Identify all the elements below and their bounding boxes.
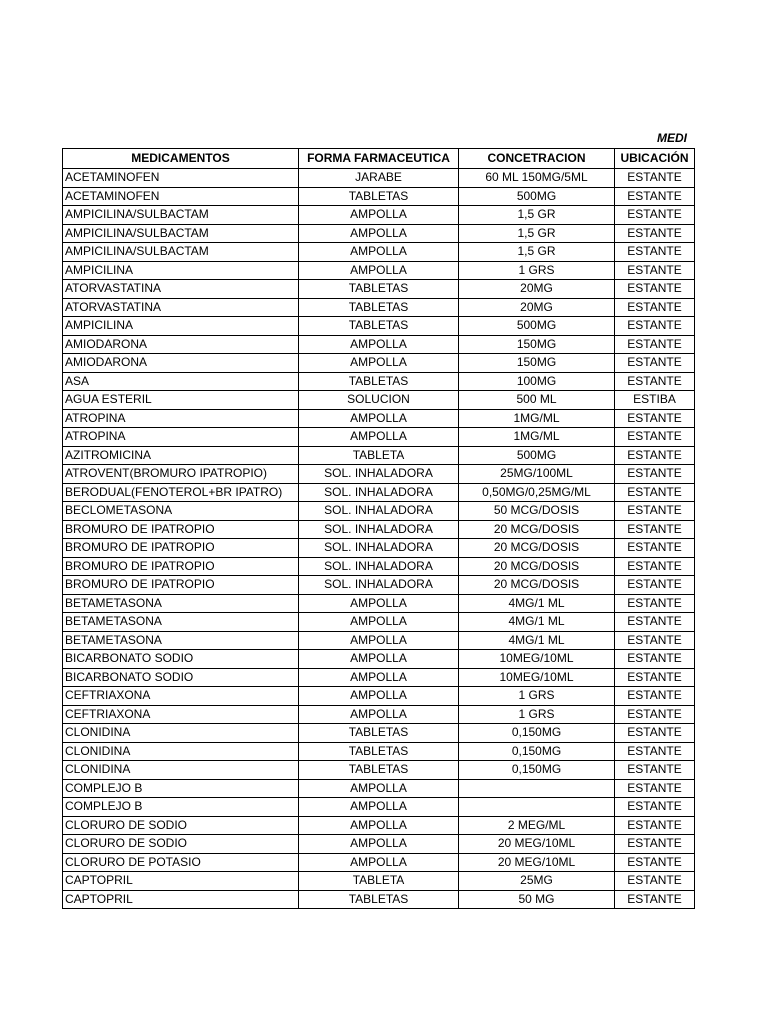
table-row — [63, 187, 695, 206]
cell-concentracion[interactable]: 0,150MG — [459, 761, 615, 780]
cell-ubicacion[interactable]: ESTANTE — [615, 724, 695, 743]
cell-ubicacion[interactable]: ESTANTE — [615, 687, 695, 706]
table-row — [63, 354, 695, 373]
cell-ubicacion[interactable]: ESTANTE — [615, 224, 695, 243]
cell-concentracion[interactable]: 60 ML 150MG/5ML — [459, 169, 615, 188]
cell-ubicacion[interactable]: ESTANTE — [615, 798, 695, 817]
cell-forma-farmaceutica[interactable]: TABLETA — [299, 446, 459, 465]
header-forma-farmaceutica: FORMA FARMACEUTICA — [299, 149, 459, 169]
cell-medicamento[interactable]: CEFTRIAXONA — [63, 705, 299, 724]
cell-medicamento[interactable]: AMPICILINA — [63, 261, 299, 280]
cell-ubicacion[interactable]: ESTANTE — [615, 742, 695, 761]
cell-concentracion[interactable]: 10MEG/10ML — [459, 650, 615, 669]
table-row — [63, 280, 695, 299]
cell-concentracion[interactable]: 0,50MG/0,25MG/ML — [459, 483, 615, 502]
cell-concentracion[interactable]: 1 GRS — [459, 705, 615, 724]
cell-concentracion[interactable]: 20 MCG/DOSIS — [459, 576, 615, 595]
table-row — [63, 705, 695, 724]
cell-ubicacion[interactable]: ESTANTE — [615, 539, 695, 558]
cell-concentracion[interactable] — [459, 798, 615, 817]
cell-medicamento[interactable]: AZITROMICINA — [63, 446, 299, 465]
cell-concentracion[interactable]: 150MG — [459, 335, 615, 354]
table-row — [63, 576, 695, 595]
cell-forma-farmaceutica[interactable]: AMPOLLA — [299, 650, 459, 669]
cell-concentracion[interactable]: 1MG/ML — [459, 409, 615, 428]
cell-concentracion[interactable]: 100MG — [459, 372, 615, 391]
cell-ubicacion[interactable]: ESTANTE — [615, 280, 695, 299]
cell-ubicacion[interactable]: ESTANTE — [615, 261, 695, 280]
cell-forma-farmaceutica[interactable]: SOLUCION — [299, 391, 459, 410]
cell-forma-farmaceutica[interactable]: AMPOLLA — [299, 243, 459, 262]
table-row — [63, 668, 695, 687]
cell-concentracion[interactable]: 500MG — [459, 317, 615, 336]
cell-forma-farmaceutica[interactable]: SOL. INHALADORA — [299, 502, 459, 521]
cell-medicamento[interactable]: BROMURO DE IPATROPIO — [63, 539, 299, 558]
cell-forma-farmaceutica[interactable]: SOL. INHALADORA — [299, 576, 459, 595]
cell-forma-farmaceutica[interactable]: SOL. INHALADORA — [299, 520, 459, 539]
cell-forma-farmaceutica[interactable]: AMPOLLA — [299, 428, 459, 447]
cell-concentracion[interactable]: 20MG — [459, 280, 615, 299]
cell-medicamento[interactable]: CLORURO DE POTASIO — [63, 853, 299, 872]
table-row — [63, 520, 695, 539]
table-row — [63, 243, 695, 262]
cell-ubicacion[interactable]: ESTANTE — [615, 890, 695, 909]
table-row — [63, 428, 695, 447]
cell-concentracion[interactable]: 1,5 GR — [459, 224, 615, 243]
cell-ubicacion[interactable]: ESTANTE — [615, 335, 695, 354]
cell-concentracion[interactable]: 20 MCG/DOSIS — [459, 557, 615, 576]
table-row — [63, 835, 695, 854]
cell-medicamento[interactable]: AGUA ESTERIL — [63, 391, 299, 410]
cell-medicamento[interactable]: ATROPINA — [63, 409, 299, 428]
table-row — [63, 650, 695, 669]
cell-medicamento[interactable]: BETAMETASONA — [63, 594, 299, 613]
cell-forma-farmaceutica[interactable]: TABLETAS — [299, 280, 459, 299]
cell-concentracion[interactable]: 20 MCG/DOSIS — [459, 520, 615, 539]
table-row — [63, 761, 695, 780]
cell-forma-farmaceutica[interactable]: TABLETAS — [299, 372, 459, 391]
cell-concentracion[interactable]: 50 MCG/DOSIS — [459, 502, 615, 521]
cell-concentracion[interactable]: 20 MCG/DOSIS — [459, 539, 615, 558]
cell-forma-farmaceutica[interactable]: TABLETAS — [299, 187, 459, 206]
cell-ubicacion[interactable]: ESTANTE — [615, 372, 695, 391]
cell-concentracion[interactable]: 1,5 GR — [459, 206, 615, 225]
cell-medicamento[interactable]: CLORURO DE SODIO — [63, 816, 299, 835]
cell-forma-farmaceutica[interactable]: AMPOLLA — [299, 354, 459, 373]
cell-ubicacion[interactable]: ESTANTE — [615, 206, 695, 225]
cell-concentracion[interactable]: 25MG — [459, 872, 615, 891]
cell-forma-farmaceutica[interactable]: AMPOLLA — [299, 224, 459, 243]
cell-ubicacion[interactable]: ESTIBA — [615, 391, 695, 410]
cell-concentracion[interactable]: 4MG/1 ML — [459, 594, 615, 613]
cell-ubicacion[interactable]: ESTANTE — [615, 483, 695, 502]
cell-concentracion[interactable]: 500MG — [459, 446, 615, 465]
table-row — [63, 798, 695, 817]
cell-medicamento[interactable]: COMPLEJO B — [63, 779, 299, 798]
cell-concentracion[interactable]: 500 ML — [459, 391, 615, 410]
cell-forma-farmaceutica[interactable]: AMPOLLA — [299, 409, 459, 428]
cell-forma-farmaceutica[interactable]: SOL. INHALADORA — [299, 483, 459, 502]
cell-medicamento[interactable]: BICARBONATO SODIO — [63, 668, 299, 687]
table-row — [63, 779, 695, 798]
cell-medicamento[interactable]: COMPLEJO B — [63, 798, 299, 817]
cell-medicamento[interactable]: AMPICILINA — [63, 317, 299, 336]
cell-forma-farmaceutica[interactable]: AMPOLLA — [299, 835, 459, 854]
cell-concentracion[interactable]: 4MG/1 ML — [459, 613, 615, 632]
cell-forma-farmaceutica[interactable]: AMPOLLA — [299, 335, 459, 354]
cell-ubicacion[interactable]: ESTANTE — [615, 520, 695, 539]
cell-ubicacion[interactable]: ESTANTE — [615, 779, 695, 798]
table-row — [63, 465, 695, 484]
cell-ubicacion[interactable]: ESTANTE — [615, 761, 695, 780]
cell-forma-farmaceutica[interactable]: AMPOLLA — [299, 594, 459, 613]
cell-forma-farmaceutica[interactable]: AMPOLLA — [299, 206, 459, 225]
table-row — [63, 557, 695, 576]
table-row — [63, 169, 695, 188]
cell-concentracion[interactable]: 1 GRS — [459, 261, 615, 280]
cell-medicamento[interactable]: CLONIDINA — [63, 761, 299, 780]
cell-forma-farmaceutica[interactable]: TABLETAS — [299, 724, 459, 743]
cell-ubicacion[interactable]: ESTANTE — [615, 613, 695, 632]
cell-medicamento[interactable]: BETAMETASONA — [63, 631, 299, 650]
table-row — [63, 631, 695, 650]
cell-concentracion[interactable]: 20 MEG/10ML — [459, 835, 615, 854]
cell-ubicacion[interactable]: ESTANTE — [615, 576, 695, 595]
cell-forma-farmaceutica[interactable]: AMPOLLA — [299, 853, 459, 872]
cell-forma-farmaceutica[interactable]: SOL. INHALADORA — [299, 557, 459, 576]
cell-ubicacion[interactable]: ESTANTE — [615, 187, 695, 206]
table-row — [63, 594, 695, 613]
table-row — [63, 502, 695, 521]
cell-forma-farmaceutica[interactable]: AMPOLLA — [299, 687, 459, 706]
cell-concentracion[interactable]: 4MG/1 ML — [459, 631, 615, 650]
cell-forma-farmaceutica[interactable]: AMPOLLA — [299, 705, 459, 724]
cell-ubicacion[interactable]: ESTANTE — [615, 502, 695, 521]
cell-medicamento[interactable]: ATORVASTATINA — [63, 298, 299, 317]
table-row — [63, 872, 695, 891]
cell-medicamento[interactable]: ATORVASTATINA — [63, 280, 299, 299]
cell-forma-farmaceutica[interactable]: TABLETAS — [299, 742, 459, 761]
cell-concentracion[interactable]: 500MG — [459, 187, 615, 206]
cell-ubicacion[interactable]: ESTANTE — [615, 354, 695, 373]
table-row — [63, 890, 695, 909]
cell-medicamento[interactable]: AMIODARONA — [63, 354, 299, 373]
table-row — [63, 446, 695, 465]
table-row — [63, 261, 695, 280]
table-row — [63, 539, 695, 558]
cell-concentracion[interactable]: 50 MG — [459, 890, 615, 909]
table-row — [63, 317, 695, 336]
cell-medicamento[interactable]: BECLOMETASONA — [63, 502, 299, 521]
cell-medicamento[interactable]: AMPICILINA/SULBACTAM — [63, 224, 299, 243]
table-row — [63, 483, 695, 502]
table-row — [63, 613, 695, 632]
cell-medicamento[interactable]: CAPTOPRIL — [63, 890, 299, 909]
table-row — [63, 224, 695, 243]
cell-ubicacion[interactable]: ESTANTE — [615, 169, 695, 188]
cell-ubicacion[interactable]: ESTANTE — [615, 835, 695, 854]
table-row — [63, 372, 695, 391]
table-row — [63, 816, 695, 835]
cell-ubicacion[interactable]: ESTANTE — [615, 317, 695, 336]
cell-ubicacion[interactable]: ESTANTE — [615, 816, 695, 835]
cell-forma-farmaceutica[interactable]: TABLETAS — [299, 317, 459, 336]
cell-medicamento[interactable]: BROMURO DE IPATROPIO — [63, 520, 299, 539]
cell-concentracion[interactable] — [459, 779, 615, 798]
cell-forma-farmaceutica[interactable]: AMPOLLA — [299, 798, 459, 817]
cell-concentracion[interactable]: 2 MEG/ML — [459, 816, 615, 835]
table-row — [63, 391, 695, 410]
table-row — [63, 206, 695, 225]
header-ubicacion: UBICACIÓN — [615, 149, 695, 169]
cell-concentracion[interactable]: 1MG/ML — [459, 428, 615, 447]
cell-ubicacion[interactable]: ESTANTE — [615, 650, 695, 669]
cell-concentracion[interactable]: 0,150MG — [459, 724, 615, 743]
cell-ubicacion[interactable]: ESTANTE — [615, 594, 695, 613]
cell-forma-farmaceutica[interactable]: TABLETA — [299, 872, 459, 891]
cell-medicamento[interactable]: ACETAMINOFEN — [63, 169, 299, 188]
table-row — [63, 409, 695, 428]
cell-concentracion[interactable]: 10MEG/10ML — [459, 668, 615, 687]
cell-ubicacion[interactable]: ESTANTE — [615, 428, 695, 447]
header-medicamentos: MEDICAMENTOS — [63, 149, 299, 169]
table-row — [63, 853, 695, 872]
cell-ubicacion[interactable]: ESTANTE — [615, 705, 695, 724]
cell-medicamento[interactable]: BETAMETASONA — [63, 613, 299, 632]
table-body — [63, 169, 695, 909]
cell-medicamento[interactable]: CLONIDINA — [63, 742, 299, 761]
medications-table — [62, 148, 695, 909]
cell-ubicacion[interactable]: ESTANTE — [615, 465, 695, 484]
cell-medicamento[interactable]: ATROPINA — [63, 428, 299, 447]
cell-medicamento[interactable]: BICARBONATO SODIO — [63, 650, 299, 669]
sheet-title: MEDI — [657, 131, 687, 145]
cell-medicamento[interactable]: CEFTRIAXONA — [63, 687, 299, 706]
cell-medicamento[interactable]: CLORURO DE SODIO — [63, 835, 299, 854]
cell-concentracion[interactable]: 150MG — [459, 354, 615, 373]
cell-medicamento[interactable]: CLONIDINA — [63, 724, 299, 743]
cell-ubicacion[interactable]: ESTANTE — [615, 872, 695, 891]
cell-forma-farmaceutica[interactable]: SOL. INHALADORA — [299, 465, 459, 484]
cell-ubicacion[interactable]: ESTANTE — [615, 631, 695, 650]
cell-ubicacion[interactable]: ESTANTE — [615, 446, 695, 465]
table-row — [63, 298, 695, 317]
cell-medicamento[interactable]: AMPICILINA/SULBACTAM — [63, 206, 299, 225]
cell-forma-farmaceutica[interactable]: TABLETAS — [299, 890, 459, 909]
cell-medicamento[interactable]: ACETAMINOFEN — [63, 187, 299, 206]
cell-forma-farmaceutica[interactable]: AMPOLLA — [299, 613, 459, 632]
cell-concentracion[interactable]: 25MG/100ML — [459, 465, 615, 484]
cell-medicamento[interactable]: BERODUAL(FENOTEROL+BR IPATRO) — [63, 483, 299, 502]
cell-ubicacion[interactable]: ESTANTE — [615, 557, 695, 576]
cell-medicamento[interactable]: CAPTOPRIL — [63, 872, 299, 891]
table-row — [63, 687, 695, 706]
cell-concentracion[interactable]: 20MG — [459, 298, 615, 317]
cell-concentracion[interactable]: 1,5 GR — [459, 243, 615, 262]
cell-forma-farmaceutica[interactable]: AMPOLLA — [299, 668, 459, 687]
cell-forma-farmaceutica[interactable]: AMPOLLA — [299, 816, 459, 835]
cell-medicamento[interactable]: AMPICILINA/SULBACTAM — [63, 243, 299, 262]
cell-ubicacion[interactable]: ESTANTE — [615, 298, 695, 317]
cell-concentracion[interactable]: 1 GRS — [459, 687, 615, 706]
table-row — [63, 742, 695, 761]
cell-medicamento[interactable]: ATROVENT(BROMURO IPATROPIO) — [63, 465, 299, 484]
cell-forma-farmaceutica[interactable]: TABLETAS — [299, 298, 459, 317]
cell-medicamento[interactable]: AMIODARONA — [63, 335, 299, 354]
cell-concentracion[interactable]: 0,150MG — [459, 742, 615, 761]
cell-forma-farmaceutica[interactable]: SOL. INHALADORA — [299, 539, 459, 558]
cell-forma-farmaceutica[interactable]: AMPOLLA — [299, 631, 459, 650]
cell-forma-farmaceutica[interactable]: JARABE — [299, 169, 459, 188]
header-row — [63, 149, 695, 169]
cell-forma-farmaceutica[interactable]: TABLETAS — [299, 761, 459, 780]
cell-concentracion[interactable]: 20 MEG/10ML — [459, 853, 615, 872]
cell-ubicacion[interactable]: ESTANTE — [615, 853, 695, 872]
cell-forma-farmaceutica[interactable]: AMPOLLA — [299, 261, 459, 280]
cell-ubicacion[interactable]: ESTANTE — [615, 243, 695, 262]
header-concentracion: CONCETRACION — [459, 149, 615, 169]
table-row — [63, 335, 695, 354]
cell-medicamento[interactable]: BROMURO DE IPATROPIO — [63, 576, 299, 595]
table-row — [63, 724, 695, 743]
cell-medicamento[interactable]: BROMURO DE IPATROPIO — [63, 557, 299, 576]
cell-medicamento[interactable]: ASA — [63, 372, 299, 391]
cell-ubicacion[interactable]: ESTANTE — [615, 668, 695, 687]
cell-forma-farmaceutica[interactable]: AMPOLLA — [299, 779, 459, 798]
cell-ubicacion[interactable]: ESTANTE — [615, 409, 695, 428]
